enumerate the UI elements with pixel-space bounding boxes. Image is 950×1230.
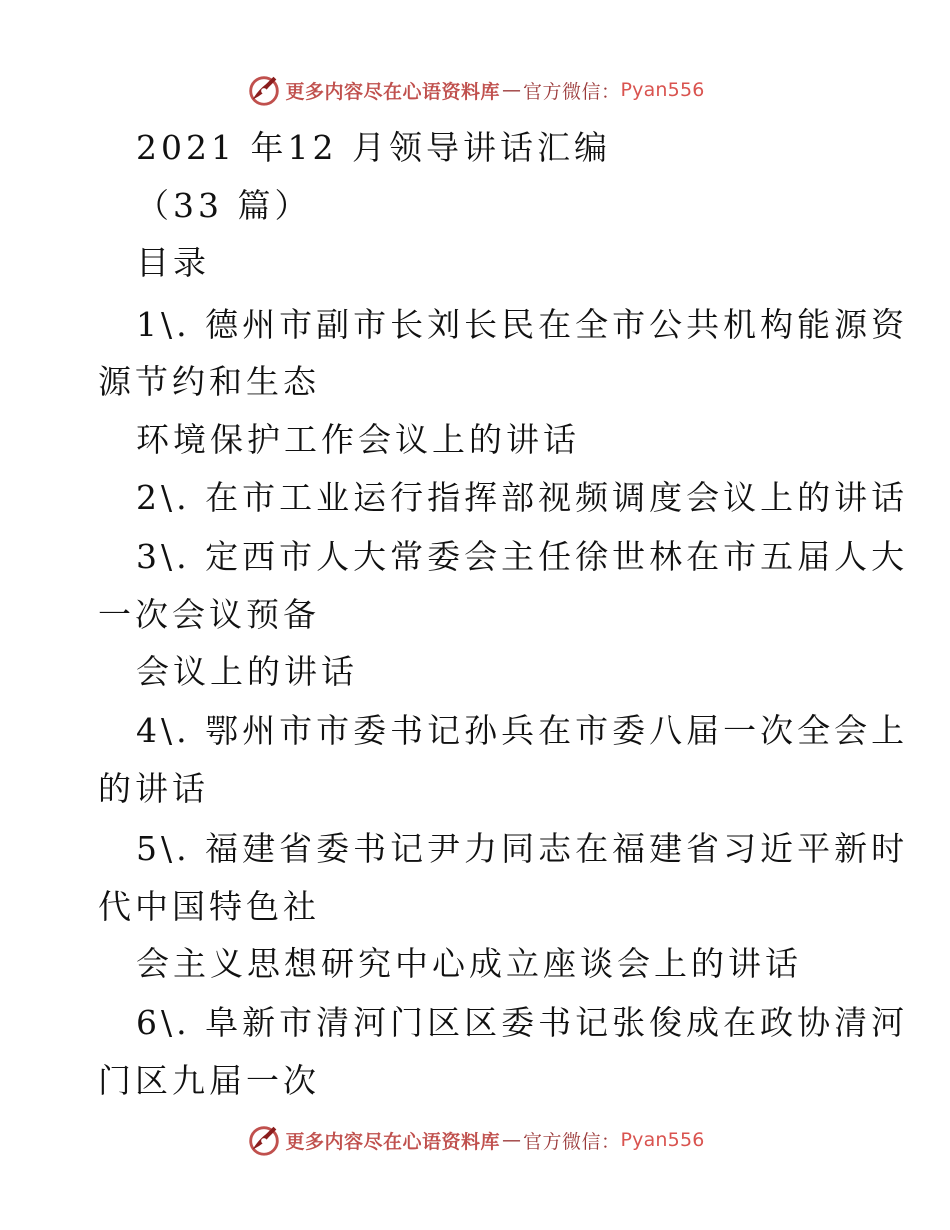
toc-line: 5\. 福建省委书记尹力同志在福建省习近平新时 xyxy=(136,829,909,868)
toc-line: 6\. 阜新市清河门区区委书记张俊成在政协清河 xyxy=(136,1003,909,1042)
watermark-suffix: 官方微信： xyxy=(522,1130,621,1153)
pen-nib-logo-icon xyxy=(245,71,283,109)
watermark-suffix: 官方微信： xyxy=(522,80,621,103)
watermark-id: Pyan556 xyxy=(620,1129,705,1151)
document-title: 2021 年12 月领导讲话汇编 xyxy=(136,128,611,167)
toc-line: 4\. 鄂州市市委书记孙兵在市委八届一次全会上 xyxy=(136,711,909,750)
toc-line: 2\. 在市工业运行指挥部视频调度会议上的讲话 xyxy=(136,478,909,517)
toc-line: 一次会议预备 xyxy=(98,595,320,634)
watermark-main-text: 更多内容尽在心语资料库 xyxy=(285,80,500,103)
header-watermark xyxy=(0,70,950,110)
toc-heading: 目录 xyxy=(136,243,210,282)
toc-line: 3\. 定西市人大常委会主任徐世林在市五届人大 xyxy=(136,537,909,576)
toc-line: 代中国特色社 xyxy=(98,887,320,926)
footer-watermark xyxy=(0,1120,950,1160)
watermark-separator: — xyxy=(501,79,521,101)
toc-line: 的讲话 xyxy=(98,769,209,808)
watermark-main-text: 更多内容尽在心语资料库 xyxy=(285,1130,500,1153)
toc-line: 门区九届一次 xyxy=(98,1061,320,1100)
toc-line: 会议上的讲话 xyxy=(136,652,358,691)
watermark-separator: — xyxy=(501,1129,521,1151)
document-subtitle: （33 篇） xyxy=(136,186,312,225)
toc-line: 1\. 德州市副市长刘长民在全市公共机构能源资 xyxy=(136,305,909,344)
watermark-id: Pyan556 xyxy=(620,79,705,101)
toc-line: 会主义思想研究中心成立座谈会上的讲话 xyxy=(136,944,802,983)
toc-line: 源节约和生态 xyxy=(98,362,320,401)
pen-nib-logo-icon xyxy=(245,1121,283,1159)
toc-line: 环境保护工作会议上的讲话 xyxy=(136,420,580,459)
